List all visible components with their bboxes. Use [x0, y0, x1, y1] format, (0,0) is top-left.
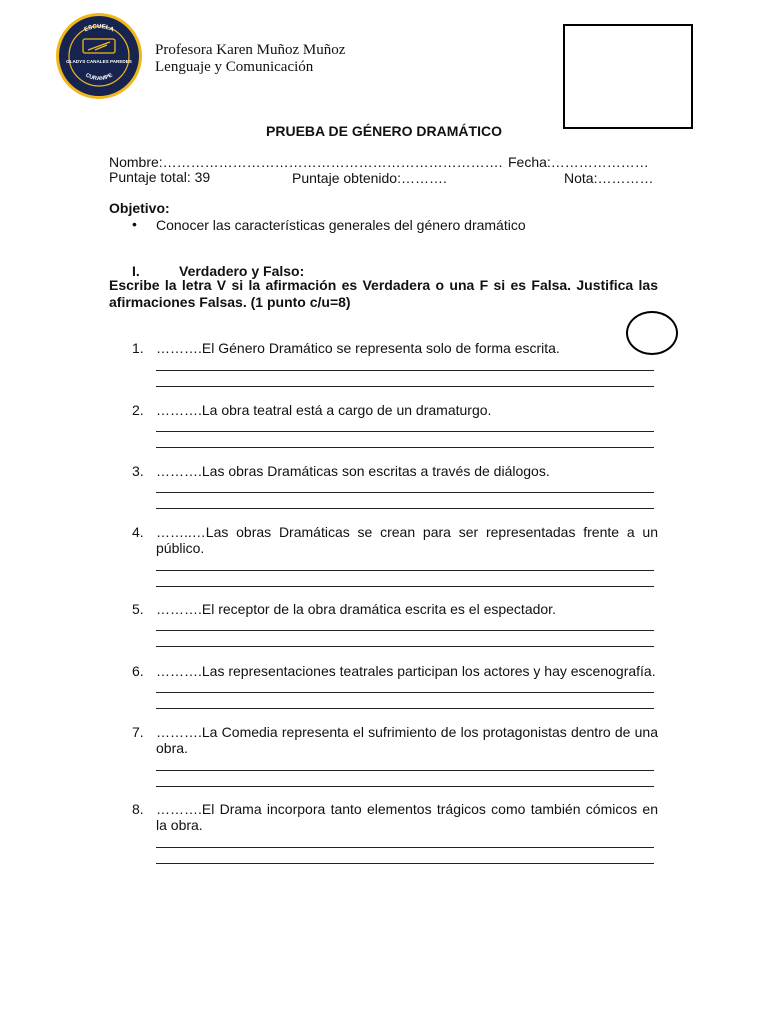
question-number: 2.	[132, 402, 144, 418]
teacher-info	[155, 42, 345, 76]
answer-line[interactable]	[156, 370, 654, 371]
school-logo-seal	[55, 12, 143, 100]
objective-heading: Objetivo:	[109, 200, 170, 216]
name-field: Nombre:……………………………………………………………….	[109, 154, 503, 170]
obtained-score-field: Puntaje obtenido:……….	[292, 170, 447, 186]
logo-top-text: ESCUELA	[83, 23, 115, 34]
question-number: 5.	[132, 601, 144, 617]
answer-line[interactable]	[156, 786, 654, 787]
question-number: 4.	[132, 524, 144, 540]
section-instructions-line2: afirmaciones Falsas. (1 punto c/u=8)	[109, 294, 351, 310]
question-text: ……….El Drama incorpora tanto elementos trágicos como también cómicos en la obra.	[156, 801, 658, 833]
grade-field: Nota:…………	[564, 170, 654, 186]
question-text: ……….Las representaciones teatrales participan los actores y hay escenografía.	[156, 663, 656, 679]
question-text: ……….El Género Dramático se representa solo de forma escrita.	[156, 340, 560, 356]
answer-line[interactable]	[156, 570, 654, 571]
grade-stamp-box	[563, 24, 693, 129]
subject-name: Lenguaje y Comunicación	[155, 59, 314, 75]
question-number: 6.	[132, 663, 144, 679]
question-text: ……….La obra teatral está a cargo de un dramaturgo.	[156, 402, 492, 418]
answer-line[interactable]	[156, 863, 654, 864]
logo-bottom-text: CURANIPE	[84, 72, 114, 83]
answer-line[interactable]	[156, 692, 654, 693]
total-score: Puntaje total: 39	[109, 169, 211, 185]
answer-line[interactable]	[156, 630, 654, 631]
answer-line[interactable]	[156, 508, 654, 509]
question-number: 7.	[132, 724, 144, 740]
answer-line[interactable]	[156, 386, 654, 387]
date-field: Fecha:…………………	[508, 154, 649, 170]
objective-text: Conocer las características generales del género dramático	[156, 217, 526, 233]
section-heading: Verdadero y Falso:	[179, 263, 305, 279]
answer-line[interactable]	[156, 847, 654, 848]
question-text: ……….El receptor de la obra dramática escrita es el espectador.	[156, 601, 556, 617]
answer-line[interactable]	[156, 431, 654, 432]
teacher-name: Profesora Karen Muñoz Muñoz	[155, 42, 346, 58]
section-instructions-line1: Escribe la letra V si la afirmación es Verdadera o una F si es Falsa. Justifica las	[109, 277, 658, 293]
answer-line[interactable]	[156, 447, 654, 448]
logo-name-text: GLADYS CANALES PAREDES	[66, 59, 132, 64]
question-text: ……..…Las obras Dramáticas se crean para ser representadas frente a un público.	[156, 524, 658, 556]
bullet-icon: •	[132, 216, 137, 232]
question-text: ……….La Comedia representa el sufrimiento de los protagonistas dentro de una obra.	[156, 724, 658, 756]
answer-line[interactable]	[156, 708, 654, 709]
question-number: 3.	[132, 463, 144, 479]
answer-line[interactable]	[156, 492, 654, 493]
test-title: PRUEBA DE GÉNERO DRAMÁTICO	[266, 123, 502, 139]
answer-line[interactable]	[156, 586, 654, 587]
question-number: 1.	[132, 340, 144, 356]
answer-line[interactable]	[156, 770, 654, 771]
question-number: 8.	[132, 801, 144, 817]
section-numeral: I.	[132, 263, 140, 279]
question-text: ……….Las obras Dramáticas son escritas a través de diálogos.	[156, 463, 550, 479]
answer-line[interactable]	[156, 646, 654, 647]
